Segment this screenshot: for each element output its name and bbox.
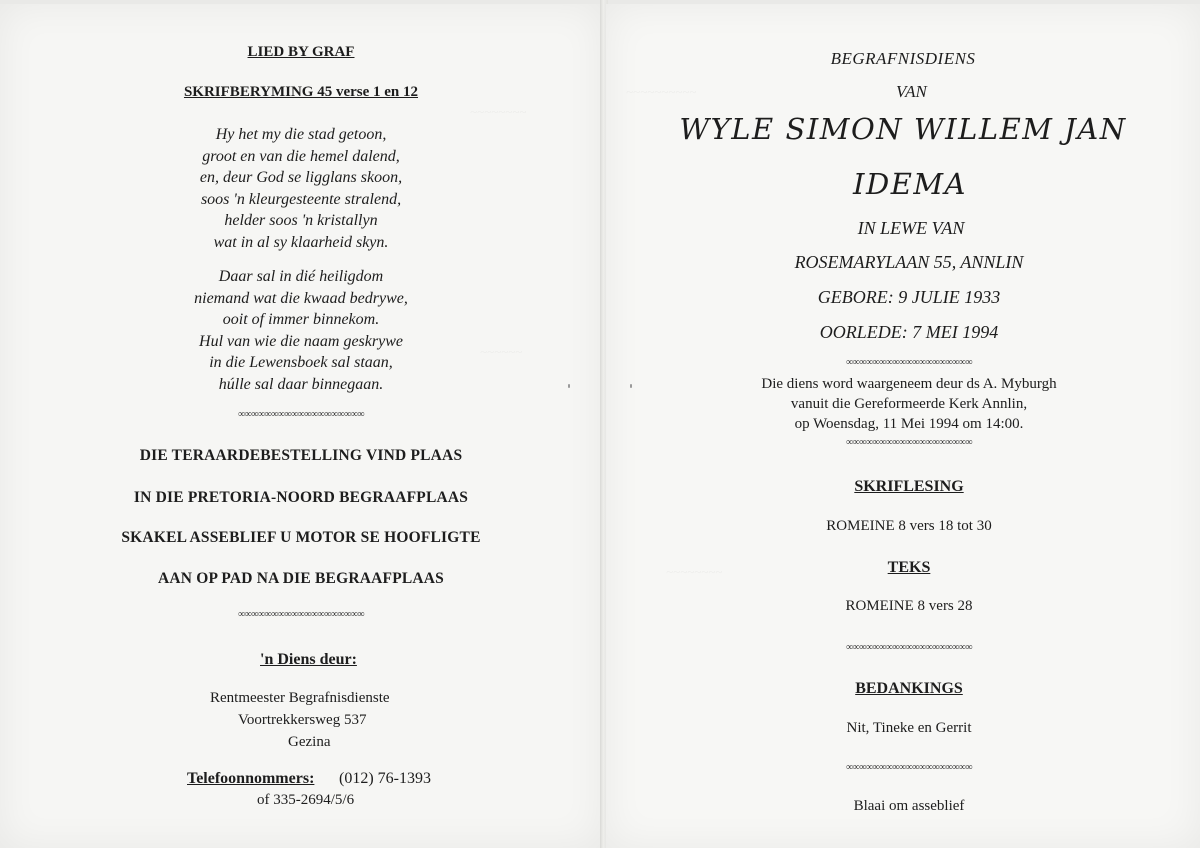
ornament-divider: ∞∞∞∞∞∞∞∞∞∞∞∞∞∞∞∞∞∞∞ [846, 762, 972, 773]
lied-title: LIED BY GRAF [247, 44, 355, 60]
poem-line: niemand wat die kwaad bedrywe, [194, 289, 408, 307]
poem-line: Hy het my die stad getoon, [215, 126, 387, 143]
poem-line: soos 'n kleurgesteente stralend, [200, 190, 402, 208]
poem-line: Hul van wie die naam geskrywe [199, 332, 403, 350]
ornament-divider: ∞∞∞∞∞∞∞∞∞∞∞∞∞∞∞∞∞∞∞ [846, 437, 972, 448]
death-date: OORLEDE: 7 MEI 1994 [819, 322, 999, 342]
text-heading: TEKS [887, 559, 931, 576]
poem-line: en, deur God se ligglans skoon, [199, 169, 403, 186]
scripture-reading-heading: SKRIFLESING [854, 478, 964, 495]
funeral-service-line: Rentmeester Begrafnisdienste [210, 690, 390, 706]
poem-line: groot en van die hemel dalend, [202, 147, 400, 165]
poem-line: wat in al sy klaarheid skyn. [213, 233, 389, 251]
service-details-line: Die diens word waargeneem deur ds A. Myburgh [761, 376, 1057, 392]
verses-reference: SKRIFBERYMING 45 verse 1 en 12 [183, 84, 419, 100]
left-page [0, 4, 602, 848]
scripture-reading: ROMEINE 8 vers 18 tot 30 [826, 518, 992, 534]
text-reference: ROMEINE 8 vers 28 [845, 598, 973, 614]
service-title: BEGRAFNISDIENS [830, 49, 976, 68]
poem-line: ooit of immer binnekom. [222, 311, 380, 328]
notice-line: AAN OP PAD NA DIE BEGRAAFPLAAS [157, 570, 445, 587]
hymn-stanza-2 [0, 266, 602, 395]
notice-line: IN DIE PRETORIA-NOORD BEGRAAFPLAAS [133, 489, 469, 506]
show-through-text [626, 84, 696, 100]
paper-speck [568, 384, 570, 388]
deceased-name: WYLE SIMON WILLEM JAN [679, 112, 1127, 146]
show-through-text [470, 104, 526, 120]
telephone-number: (012) 76-1393 [339, 770, 431, 787]
service-details-line: vanuit die Gereformeerde Kerk Annlin, [790, 396, 1028, 412]
thanks-names: Nit, Tineke en Gerrit [846, 720, 972, 736]
deceased-surname: IDEMA [852, 167, 967, 201]
notice-line: SKAKEL ASSEBLIEF U MOTOR SE HOOFLIGTE [121, 529, 481, 546]
ornament-divider: ∞∞∞∞∞∞∞∞∞∞∞∞∞∞∞∞∞∞∞ [238, 609, 364, 620]
ornament-divider: ∞∞∞∞∞∞∞∞∞∞∞∞∞∞∞∞∞∞∞ [846, 357, 972, 368]
funeral-service-line: Voortrekkersweg 537 [238, 712, 367, 728]
in-life-label: IN LEWE VAN [857, 218, 965, 238]
turn-over-note: Blaai om asseblief [853, 798, 965, 814]
funeral-service-heading: 'n Diens deur: [260, 651, 357, 668]
hymn-stanza-1 [0, 124, 602, 253]
service-details-line: op Woensdag, 11 Mei 1994 om 14:00. [794, 416, 1024, 432]
telephone-number: of 335-2694/5/6 [257, 792, 355, 808]
right-page [606, 4, 1200, 848]
birth-date: GEBORE: 9 JULIE 1933 [817, 287, 1001, 307]
poem-line: Daar sal in dié heiligdom [218, 268, 384, 285]
notice-line: DIE TERAARDEBESTELLING VIND PLAAS [139, 447, 463, 464]
funeral-service-line: Gezina [288, 734, 331, 750]
van-label: VAN [896, 82, 927, 101]
ornament-divider: ∞∞∞∞∞∞∞∞∞∞∞∞∞∞∞∞∞∞∞ [238, 409, 364, 420]
telephone-label: Telefoonnommers: [187, 770, 315, 787]
thanks-heading: BEDANKINGS [855, 680, 963, 697]
poem-line: húlle sal daar binnegaan. [218, 375, 384, 393]
ornament-divider: ∞∞∞∞∞∞∞∞∞∞∞∞∞∞∞∞∞∞∞ [846, 642, 972, 653]
poem-line: in die Lewensboek sal staan, [209, 354, 393, 371]
address: ROSEMARYLAAN 55, ANNLIN [794, 252, 1024, 272]
poem-line: helder soos 'n kristallyn [224, 212, 378, 229]
